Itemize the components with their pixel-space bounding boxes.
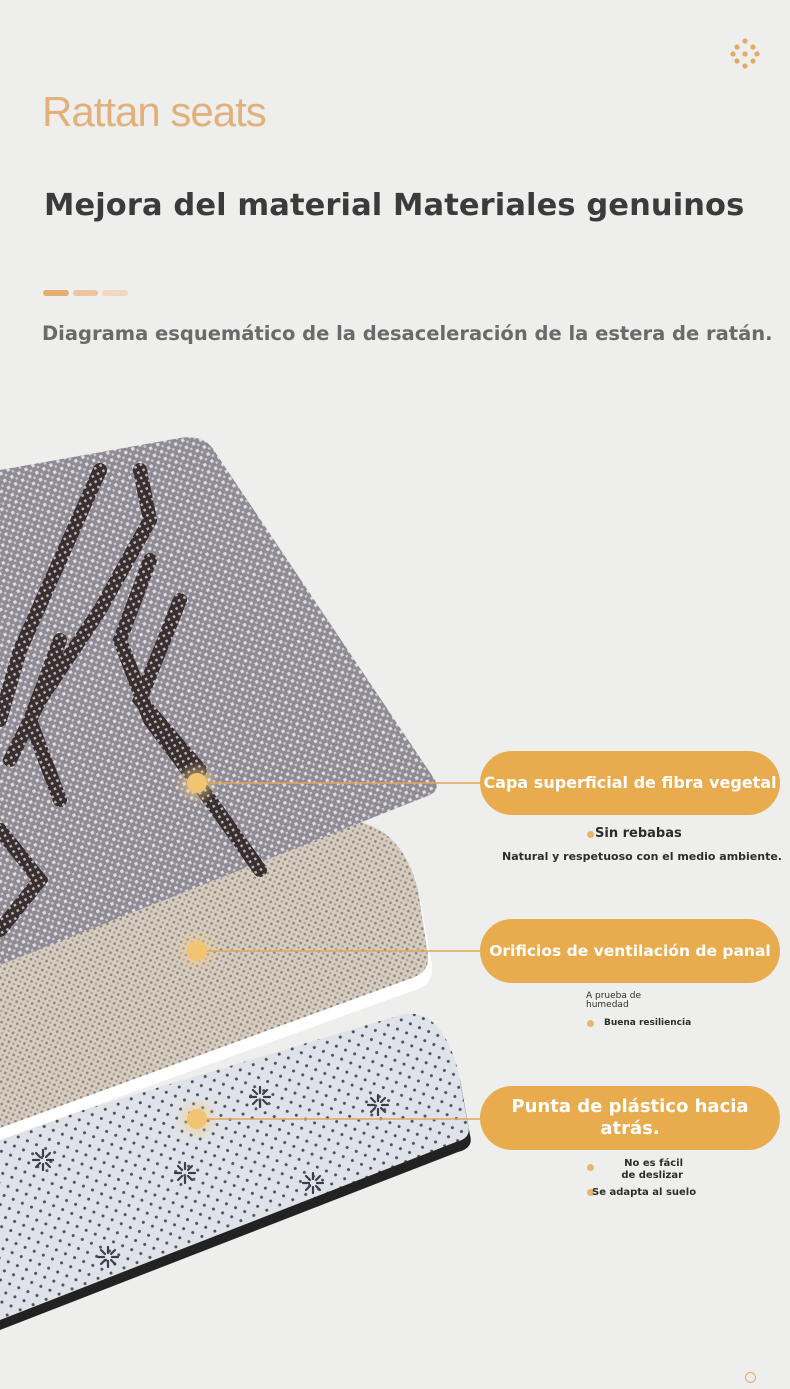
feature-note: No es fácil de deslizar bbox=[621, 1158, 683, 1181]
dots-grid-icon[interactable] bbox=[728, 36, 762, 70]
feature-note: A prueba de humedad bbox=[586, 991, 642, 1011]
bullet-dot bbox=[587, 1164, 594, 1171]
layer-label-plastic-base: Punta de plástico hacia atrás. bbox=[480, 1086, 780, 1150]
rattan-mat-layers-illustration bbox=[0, 420, 790, 1380]
feature-note: Natural y respetuoso con el medio ambiente. bbox=[502, 850, 782, 863]
decorative-dash-1 bbox=[43, 290, 69, 296]
circle-icon bbox=[745, 1372, 756, 1383]
decorative-dash-3 bbox=[102, 290, 128, 296]
decorative-dash-2 bbox=[73, 290, 98, 296]
layer-label-ventilation: Orificios de ventilación de panal bbox=[480, 919, 780, 983]
layer-label-surface: Capa superficial de fibra vegetal bbox=[480, 751, 780, 815]
bullet-dot bbox=[587, 831, 594, 838]
feature-note: Se adapta al suelo bbox=[592, 1187, 697, 1198]
feature-note: Sin rebabas bbox=[595, 826, 682, 841]
diagram-subtitle: Diagrama esquemático de la desaceleración de la estera de ratán. bbox=[42, 322, 773, 345]
headline: Mejora del material Materiales genuinos bbox=[44, 188, 745, 223]
brand-title: Rattan seats bbox=[42, 88, 266, 135]
feature-note: Buena resiliencia bbox=[604, 1018, 692, 1028]
bullet-dot bbox=[587, 1020, 594, 1027]
